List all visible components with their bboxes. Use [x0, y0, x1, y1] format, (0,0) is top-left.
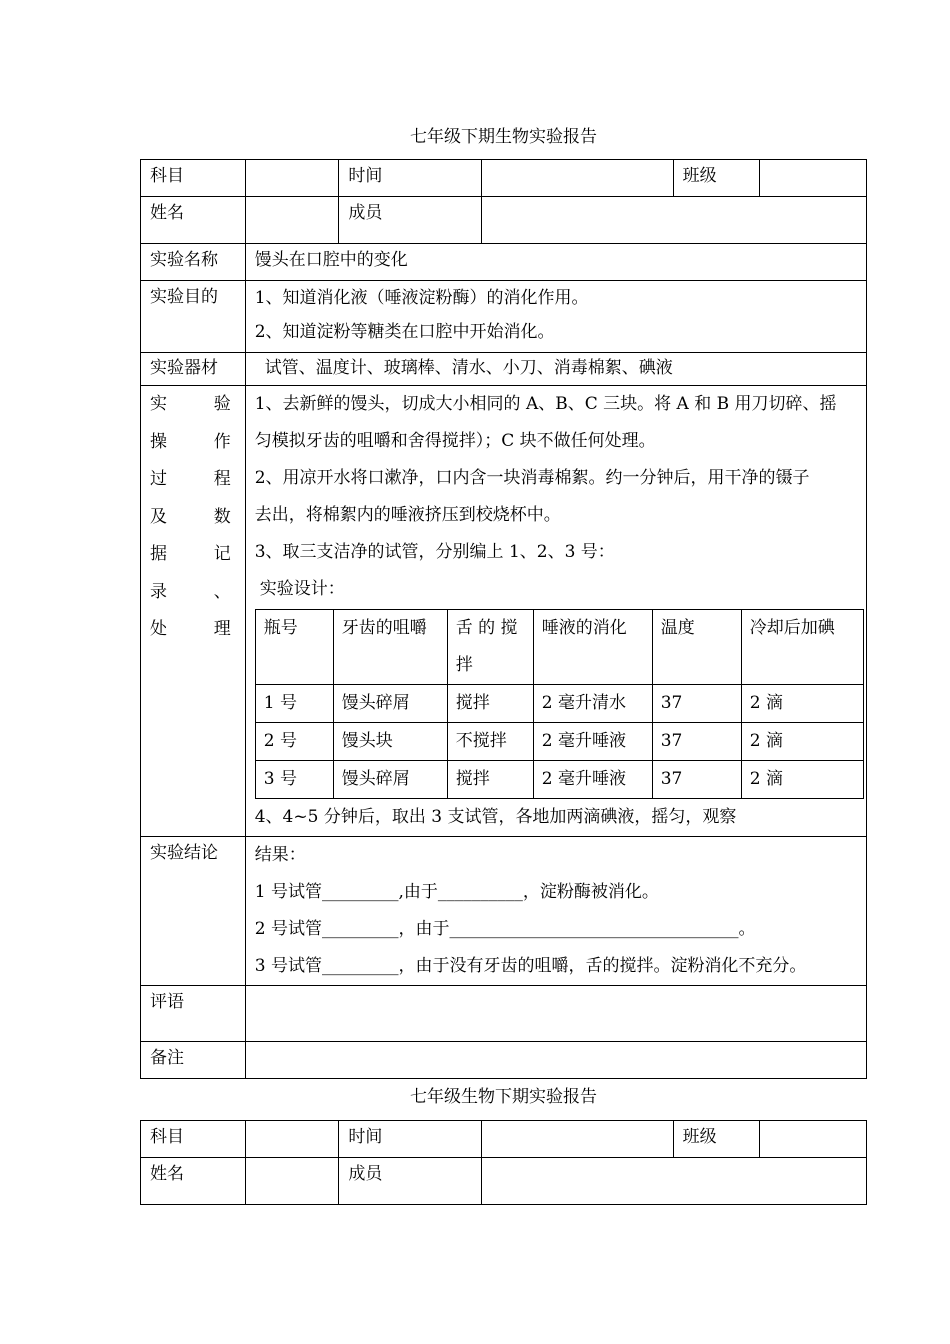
members-label: 成员	[339, 1158, 482, 1205]
purpose-line: 1、知道消化液（唾液淀粉酶）的消化作用。	[254, 288, 589, 308]
step-line: 2、用凉开水将口漱净，口内含一块消毒棉絮。约一分钟后，用干净的镊子	[254, 468, 810, 488]
label-row: 过 程	[150, 469, 231, 489]
design-header: 舌 的 搅 拌	[447, 610, 533, 685]
step-line: 匀模拟牙齿的咀嚼和舍得搅拌）；C 块不做任何处理。	[254, 431, 656, 451]
conclusion-cell	[245, 837, 866, 986]
label-row: 据 记	[150, 544, 231, 564]
report-table	[140, 159, 867, 1079]
design-header-row	[255, 610, 863, 685]
subject-field[interactable]	[245, 1121, 339, 1158]
conclusion-label: 实验结论	[141, 837, 246, 986]
comment-field[interactable]	[245, 986, 866, 1042]
conclusion-line: 2 号试管_________，由于__________________________________。	[254, 919, 756, 939]
design-cell: 2 毫升唾液	[533, 723, 652, 761]
class-field[interactable]	[760, 1121, 867, 1158]
design-cell: 37	[652, 723, 741, 761]
step-line: 去出，将棉絮内的唾液挤压到校烧杯中。	[254, 505, 561, 525]
design-cell: 馒头碎屑	[333, 685, 447, 723]
design-cell: 不搅拌	[447, 723, 533, 761]
subject-label: 科目	[141, 1121, 246, 1158]
design-header: 温度	[652, 610, 741, 685]
design-cell: 37	[652, 761, 741, 799]
design-cell: 1 号	[255, 685, 333, 723]
design-cell: 37	[652, 685, 741, 723]
design-header: 牙齿的咀嚼	[333, 610, 447, 685]
design-cell: 馒头块	[333, 723, 447, 761]
table-row	[255, 685, 863, 723]
name-field[interactable]	[245, 1158, 339, 1205]
step-line: 1、去新鲜的馒头，切成大小相同的 A、B、C 三块。将 A 和 B 用刀切碎、摇	[254, 394, 837, 414]
label-row: 操 作	[150, 431, 231, 452]
name-label: 姓名	[141, 1158, 246, 1205]
table-row	[255, 723, 863, 761]
report-table-2	[140, 1120, 867, 1205]
design-cell: 搅拌	[447, 761, 533, 799]
conclusion-line: 1 号试管_________,由于__________，淀粉酶被消化。	[254, 882, 659, 902]
purpose-label: 实验目的	[141, 281, 246, 353]
design-cell: 馒头碎屑	[333, 761, 447, 799]
class-label: 班级	[673, 1121, 760, 1158]
report-title: 七年级下期生物实验报告	[410, 127, 597, 147]
design-cell: 搅拌	[447, 685, 533, 723]
design-cell: 3 号	[255, 761, 333, 799]
design-table	[255, 609, 864, 799]
label-row: 及 数	[150, 506, 231, 527]
name-label: 姓名	[141, 197, 246, 244]
step-line: 4、4~5 分钟后，取出 3 支试管，各地加两滴碘液，摇匀，观察	[254, 807, 737, 827]
process-cell	[245, 386, 866, 837]
design-cell: 2 毫升清水	[533, 685, 652, 723]
conclusion-line: 结果：	[254, 845, 306, 865]
label-row: 实 验	[150, 394, 231, 414]
experiment-name: 馒头在口腔中的变化	[245, 244, 866, 281]
design-cell: 2 滴	[741, 761, 863, 799]
time-label: 时间	[339, 1121, 482, 1158]
design-header: 冷却后加碘	[741, 610, 863, 685]
design-header: 瓶号	[255, 610, 333, 685]
step-line: 3、取三支洁净的试管，分别编上 1、2、3 号：	[254, 542, 615, 562]
class-label: 班级	[673, 160, 760, 197]
members-field[interactable]	[482, 197, 867, 244]
design-label: 实验设计：	[259, 579, 345, 599]
equipment-label: 实验器材	[141, 353, 246, 386]
remark-label: 备注	[141, 1042, 246, 1079]
table-row	[255, 761, 863, 799]
comment-label: 评语	[141, 986, 246, 1042]
experiment-name-label: 实验名称	[141, 244, 246, 281]
design-cell: 2 滴	[741, 685, 863, 723]
design-header: 唾液的消化	[533, 610, 652, 685]
design-cell: 2 滴	[741, 723, 863, 761]
equipment: 试管、温度计、玻璃棒、清水、小刀、消毒棉絮、碘液	[245, 353, 866, 386]
class-field[interactable]	[760, 160, 867, 197]
design-cell: 2 毫升唾液	[533, 761, 652, 799]
design-cell: 2 号	[255, 723, 333, 761]
time-label: 时间	[339, 160, 482, 197]
purpose-cell	[245, 281, 866, 353]
process-label	[141, 386, 246, 837]
subject-label: 科目	[141, 160, 246, 197]
subject-field[interactable]	[245, 160, 339, 197]
report-title-2: 七年级生物下期实验报告	[410, 1087, 597, 1107]
members-label: 成员	[339, 197, 482, 244]
time-field[interactable]	[482, 160, 673, 197]
members-field[interactable]	[482, 1158, 867, 1205]
conclusion-line: 3 号试管_________，由于没有牙齿的咀嚼，舌的搅拌。淀粉消化不充分。	[254, 956, 807, 976]
remark-field[interactable]	[245, 1042, 866, 1079]
process-label-chars	[150, 386, 245, 649]
label-row: 录 、	[150, 581, 231, 602]
purpose-line: 2、知道淀粉等糖类在口腔中开始消化。	[254, 322, 555, 342]
time-field[interactable]	[482, 1121, 673, 1158]
label-row: 处 理	[150, 619, 231, 639]
name-field[interactable]	[245, 197, 339, 244]
